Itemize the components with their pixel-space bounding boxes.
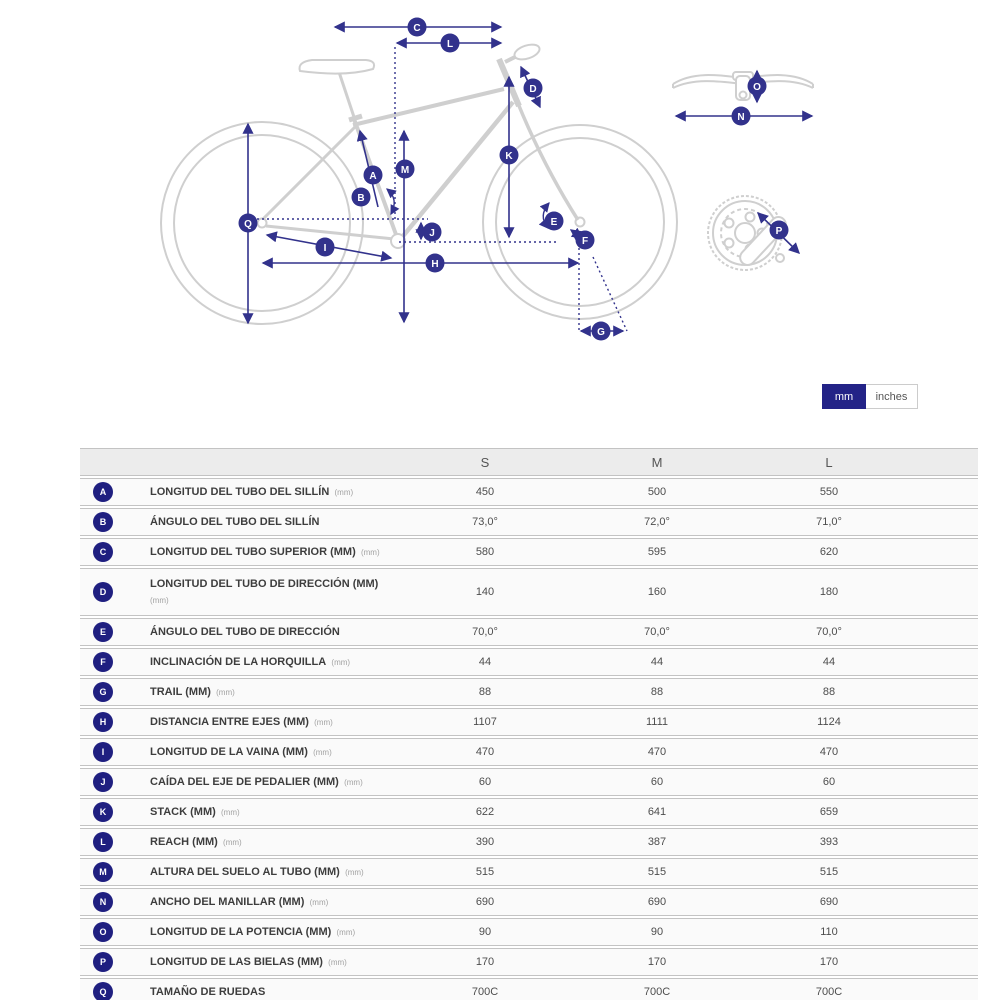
row-label [150,774,363,791]
row-value: 515 [647,866,667,878]
diagram-marker-e [545,212,564,231]
table-row [80,978,978,1000]
row-label-suffix: (mm) [220,837,242,847]
unit-mm-button[interactable]: mm [822,384,866,409]
diagram-marker-i [316,238,335,257]
row-badge-letter: D [99,587,107,597]
svg-text:G: G [597,327,605,338]
row-value: 88 [650,686,664,698]
row-value: 90 [478,926,492,938]
row-value: 580 [475,546,495,558]
seat-collar [349,116,362,120]
row-value: 88 [478,686,492,698]
svg-text:J: J [429,228,435,239]
row-value: 140 [475,586,495,598]
row-value: 500 [647,486,667,498]
row-value: 515 [475,866,495,878]
row-marker-badge [93,952,113,972]
row-value: 60 [822,776,836,788]
row-badge-letter: I [101,747,105,757]
row-marker-badge [93,582,113,602]
diagram-marker-m [396,160,415,179]
row-label-main: INCLINACIÓN DE LA HORQUILLA [150,655,327,668]
row-label-suffix: (mm) [341,777,363,787]
row-label-main: TRAIL (MM) [150,685,211,698]
svg-text:O: O [753,82,761,93]
row-label-cell [80,512,399,532]
row-label [150,484,353,501]
table-row [80,768,978,796]
row-label-main: ANCHO DEL MANILLAR (MM) [150,895,305,908]
row-marker-badge [93,542,113,562]
row-badge-letter: K [99,807,107,817]
svg-text:I: I [323,243,327,254]
table-row [80,858,978,886]
svg-text:A: A [369,171,377,182]
row-label-main: LONGITUD DEL TUBO DEL SILLÍN [150,485,330,498]
row-value: 88 [822,686,836,698]
row-label-cell [80,542,399,562]
row-label-suffix: (mm) [358,547,380,557]
row-value: 90 [650,926,664,938]
row-label-main: DISTANCIA ENTRE EJES (MM) [150,715,309,728]
table-row [80,568,978,616]
row-value: 70,0° [644,626,670,638]
row-label-main: LONGITUD DE LAS BIELAS (MM) [150,955,323,968]
row-badge-letter: L [100,837,106,847]
row-label-suffix: (mm) [311,717,333,727]
row-label [150,744,332,761]
row-label [150,834,242,851]
row-marker-badge [93,982,113,1000]
unit-inches-button[interactable]: inches [866,384,918,409]
row-label-cell [80,922,399,942]
row-badge-letter: N [99,897,107,907]
row-label-suffix: (mm) [334,927,356,937]
diagram-marker-c [408,18,427,37]
table-row [80,888,978,916]
row-value: 659 [819,806,839,818]
row-label-cell [80,772,399,792]
row-value: 470 [647,746,667,758]
row-value: 71,0° [816,516,842,528]
table-row [80,618,978,646]
table-row [80,738,978,766]
row-label-cell [80,482,399,502]
row-value: 387 [647,836,667,848]
row-badge-letter: E [99,627,106,637]
row-value: 73,0° [472,516,498,528]
row-label-cell [80,742,399,762]
row-badge-letter: M [99,867,107,877]
row-badge-letter: A [99,487,107,497]
row-marker-badge [93,922,113,942]
row-badge-letter: J [100,777,106,787]
row-label-suffix: (mm) [218,807,240,817]
row-label [150,804,240,821]
row-label-cell [80,982,399,1000]
bike-drawing [161,42,813,324]
row-label [150,514,320,531]
row-label-suffix: (mm) [329,657,351,667]
row-marker-badge [93,512,113,532]
row-label-suffix: (mm) [150,596,169,605]
table-row [80,648,978,676]
svg-text:E: E [550,217,558,228]
diagram-marker-g [592,322,611,341]
row-label [150,984,265,1000]
row-marker-badge [93,742,113,762]
row-badge-letter: G [99,687,107,697]
row-value: 110 [820,926,838,938]
row-label [150,714,333,731]
row-label-cell [80,576,399,609]
row-badge-letter: P [99,957,106,967]
row-label [150,684,235,701]
fork [517,101,578,220]
row-marker-badge [93,682,113,702]
row-value: 44 [822,656,836,668]
row-label-main: STACK (MM) [150,805,216,818]
row-value: 390 [475,836,495,848]
row-value: 70,0° [816,626,842,638]
row-label-main: LONGITUD DEL TUBO SUPERIOR (MM) [150,545,356,558]
row-value: 180 [819,586,839,598]
row-value: 595 [647,546,667,558]
row-value: 690 [819,896,839,908]
table-row [80,948,978,976]
row-value: 170 [819,956,839,968]
row-label-cell [80,832,399,852]
table-row [80,478,978,506]
row-value: 170 [647,956,667,968]
row-marker-badge [93,862,113,882]
row-label-suffix: (mm) [325,957,347,967]
row-label-main: ÁNGULO DEL TUBO DEL SILLÍN [150,515,320,528]
row-label [150,544,380,561]
row-value: 170 [475,956,495,968]
row-label-cell [80,862,399,882]
row-label [150,654,350,671]
row-value: 44 [650,656,664,668]
row-badge-letter: C [99,547,107,557]
rear-wheel [161,122,363,324]
row-label-main: ALTURA DEL SUELO AL TUBO (MM) [150,865,340,878]
row-value: 450 [475,486,495,498]
row-label-main: TAMAÑO DE RUEDAS [150,985,266,998]
diagram-marker-b [352,188,371,207]
svg-text:N: N [737,112,745,123]
row-label-cell [80,652,399,672]
row-label-suffix: (mm) [213,687,235,697]
row-label-cell [80,892,399,912]
row-label-cell [80,712,399,732]
svg-text:C: C [413,23,421,34]
row-badge-letter: B [99,517,107,527]
row-value: 470 [475,746,495,758]
row-label-main: REACH (MM) [150,835,218,848]
diagram-marker-o [748,77,767,96]
geometry-table-header [80,448,978,476]
row-value: 690 [475,896,495,908]
diagram-marker-f [576,231,595,250]
row-label [150,894,328,911]
row-label-cell [80,682,399,702]
row-label [150,576,390,609]
row-value: 60 [478,776,492,788]
geometry-diagram-svg [0,0,1000,360]
row-marker-badge [93,482,113,502]
handlebar-front-view [673,72,813,100]
row-label [150,864,364,881]
row-label-main: LONGITUD DE LA VAINA (MM) [150,745,308,758]
row-label-main: LONGITUD DE LA POTENCIA (MM) [150,925,332,938]
row-value: 1111 [645,716,669,728]
header-size-l: L [825,454,833,470]
diagram-marker-j [423,223,442,242]
row-marker-badge [93,892,113,912]
table-row [80,918,978,946]
row-value: 515 [819,866,839,878]
row-badge-letter: H [99,717,107,727]
row-value: 393 [819,836,839,848]
row-marker-badge [93,772,113,792]
row-badge-letter: F [100,657,106,667]
row-label [150,954,347,971]
bottom-bracket [391,234,405,248]
geometry-table [80,448,978,1000]
row-label [150,624,340,641]
svg-text:H: H [431,259,439,270]
geometry-table-body [80,478,978,1000]
svg-text:B: B [357,193,365,204]
svg-text:Q: Q [244,219,252,230]
row-badge-letter: Q [99,987,107,997]
row-badge-letter: O [99,927,107,937]
header-size-m: M [651,454,663,470]
row-value: 160 [647,586,667,598]
svg-text:F: F [581,236,589,247]
row-marker-badge [93,622,113,642]
header-size-s: S [480,454,490,470]
row-label [150,924,355,941]
saddle [300,60,375,74]
svg-text:D: D [529,84,537,95]
diagram-marker-n [732,107,751,126]
diagram-marker-d [524,79,543,98]
row-value: 700C [815,986,843,998]
row-label-main: LONGITUD DEL TUBO DE DIRECCIÓN (MM) [150,577,379,590]
row-value: 1107 [473,716,497,728]
table-row [80,678,978,706]
row-marker-badge [93,712,113,732]
table-row [80,538,978,566]
row-label-cell [80,802,399,822]
row-value: 620 [819,546,839,558]
table-row [80,508,978,536]
row-value: 72,0° [644,516,670,528]
row-value: 641 [647,806,667,818]
row-value: 700C [471,986,499,998]
row-value: 44 [478,656,492,668]
diagram-marker-q [239,214,258,233]
row-label-suffix: (mm) [307,897,329,907]
row-label-main: CAÍDA DEL EJE DE PEDALIER (MM) [150,775,339,788]
seatpost [339,72,355,120]
row-value: 470 [819,746,839,758]
row-value: 550 [819,486,839,498]
table-row [80,708,978,736]
svg-text:L: L [446,39,454,50]
unit-toggle [822,384,918,409]
diagram-marker-p [770,221,789,240]
bike-frame [263,42,578,248]
row-label-suffix: (mm) [342,867,364,877]
row-value: 70,0° [472,626,498,638]
row-label-cell [80,622,399,642]
row-marker-badge [93,652,113,672]
row-value: 690 [647,896,667,908]
table-row [80,828,978,856]
svg-text:K: K [505,151,513,162]
row-marker-badge [93,832,113,852]
row-value: 622 [475,806,495,818]
row-value: 1124 [817,716,841,728]
row-marker-badge [93,802,113,822]
row-value: 700C [643,986,671,998]
row-value: 60 [650,776,664,788]
geometry-diagram [0,0,1000,360]
table-row [80,798,978,826]
row-label-suffix: (mm) [310,747,332,757]
diagram-marker-l [441,34,460,53]
diagram-marker-a [364,166,383,185]
row-label-main: ÁNGULO DEL TUBO DE DIRECCIÓN [150,625,340,638]
grip [513,42,542,62]
diagram-marker-k [500,146,519,165]
diagram-marker-h [426,254,445,273]
row-label-suffix: (mm) [332,487,354,497]
svg-text:M: M [400,165,410,176]
svg-text:P: P [775,226,783,237]
row-label-cell [80,952,399,972]
